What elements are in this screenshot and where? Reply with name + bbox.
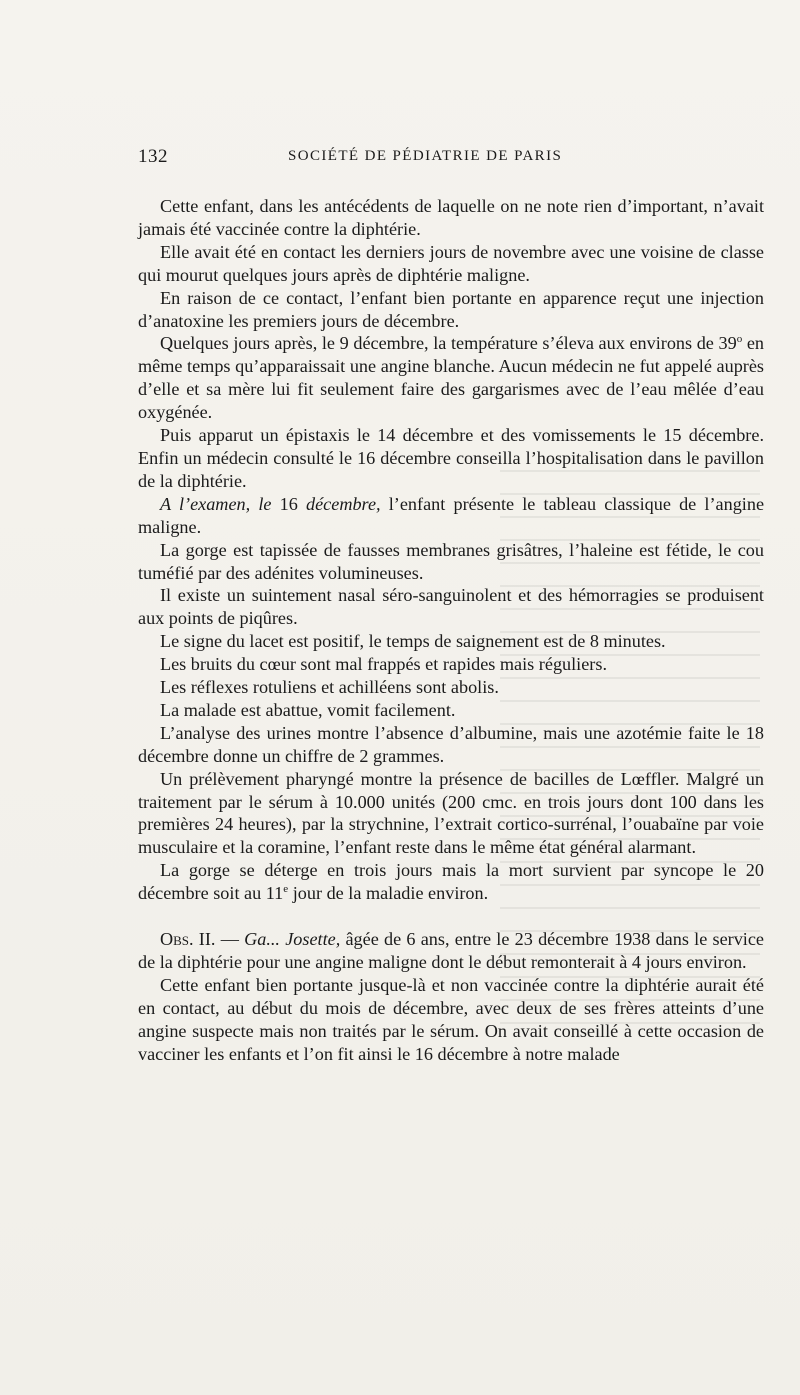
paragraph-text: jour de la maladie environ. — [288, 883, 489, 904]
paragraph: Le signe du lacet est positif, le temps de saignement est de 8 minutes. — [160, 631, 666, 652]
paragraph: En raison de ce contact, l’enfant bien portante en apparence reçut une injection d’anatoxine les premiers jours de décembre. — [138, 287, 764, 331]
paragraph: Un prélèvement pharyngé montre la présence de bacilles de Lœffler. Malgré un traitement par le sérum à 10.000 unités (200 cmc. en trois jours dont 100 dans les premières 24 heures), par la strychnine, l’extrait cortico-surrénal, l’ouabaïne par voie musculaire et la coramine, l’enfant reste dans le même état général alarmant. — [138, 768, 764, 858]
paragraph-text: La gorge se déterge en trois jours mais la mort survient par syncope le 20 décembre soit au 11 — [138, 860, 764, 904]
patient-name: Ga... Josette, — [244, 929, 341, 950]
running-head — [138, 146, 764, 170]
observation-label: Obs. II. — [160, 929, 216, 950]
paragraph: Les bruits du cœur sont mal frappés et rapides mais réguliers. — [160, 654, 607, 675]
paragraph: Cette enfant bien portante jusque-là et non vaccinée contre la diphtérie aurait été en contact, au début du mois de décembre, avec deux de ses frères atteints d’une angine suspecte mais non traités par le sérum. On avait conseillé à cette occasion de vacciner les enfants et l’on fit ainsi le 16 décembre à notre malade — [138, 974, 764, 1064]
page-number: 132 — [138, 146, 168, 167]
body-text — [138, 195, 764, 1066]
paragraph-text: en même temps qu’apparaissait une angine blanche. Aucun médecin ne fut appelé auprès d’elle et sa mère lui fit seulement faire des gargarismes avec de l’eau mêlée d’eau oxygénée. — [138, 333, 764, 423]
paragraph: Les réflexes rotuliens et achilléens sont abolis. — [160, 677, 499, 698]
paragraph-text: l’enfant présente le tableau classique de l’angine maligne. — [138, 493, 765, 537]
ordinal-superscript: e — [283, 883, 289, 896]
italic-text: décembre, — [306, 493, 381, 514]
paragraph: Cette enfant, dans les antécédents de laquelle on ne note rien d’important, n’avait jamais été vaccinée contre la diphtérie. — [138, 196, 764, 239]
paragraph: Elle avait été en contact les derniers jours de novembre avec une voisine de classe qui mourut quelques jours après de diphtérie maligne. — [138, 241, 764, 285]
em-dash: — — [215, 929, 245, 950]
paragraph-text: 16 — [271, 493, 307, 514]
paragraph-text: Quelques jours après, le 9 décembre, la température s’éleva aux environs de 39 — [160, 333, 737, 354]
italic-text: A l’examen, le — [160, 493, 272, 514]
observation-paragraph — [138, 928, 764, 974]
paragraph: Il existe un suintement nasal séro-sanguinolent et des hémorragies se produisent aux points de piqûres. — [138, 585, 764, 629]
paragraph — [138, 493, 764, 539]
paragraph: Puis apparut un épistaxis le 14 décembre et des vomissements le 15 décembre. Enfin un médecin consulté le 16 décembre conseilla l’hospitalisation dans le pavillon de la diphtérie. — [138, 425, 764, 491]
degree-superscript: o — [736, 333, 743, 346]
paragraph — [138, 332, 764, 424]
journal-title: SOCIÉTÉ DE PÉDIATRIE DE PARIS — [288, 148, 563, 164]
paragraph: La gorge est tapissée de fausses membranes grisâtres, l’haleine est fétide, le cou tuméfié par des adénites volumineuses. — [138, 539, 764, 583]
paragraph-text: âgée de 6 ans, entre le 23 décembre 1938 dans le service de la diphtérie pour une angine maligne dont le début remonterait à 4 jours environ. — [138, 929, 764, 972]
paragraph — [138, 859, 764, 905]
paragraph: L’analyse des urines montre l’absence d’albumine, mais une azotémie faite le 18 décembre donne un chiffre de 2 grammes. — [138, 722, 764, 766]
paragraph: La malade est abattue, vomit facilement. — [160, 699, 456, 720]
